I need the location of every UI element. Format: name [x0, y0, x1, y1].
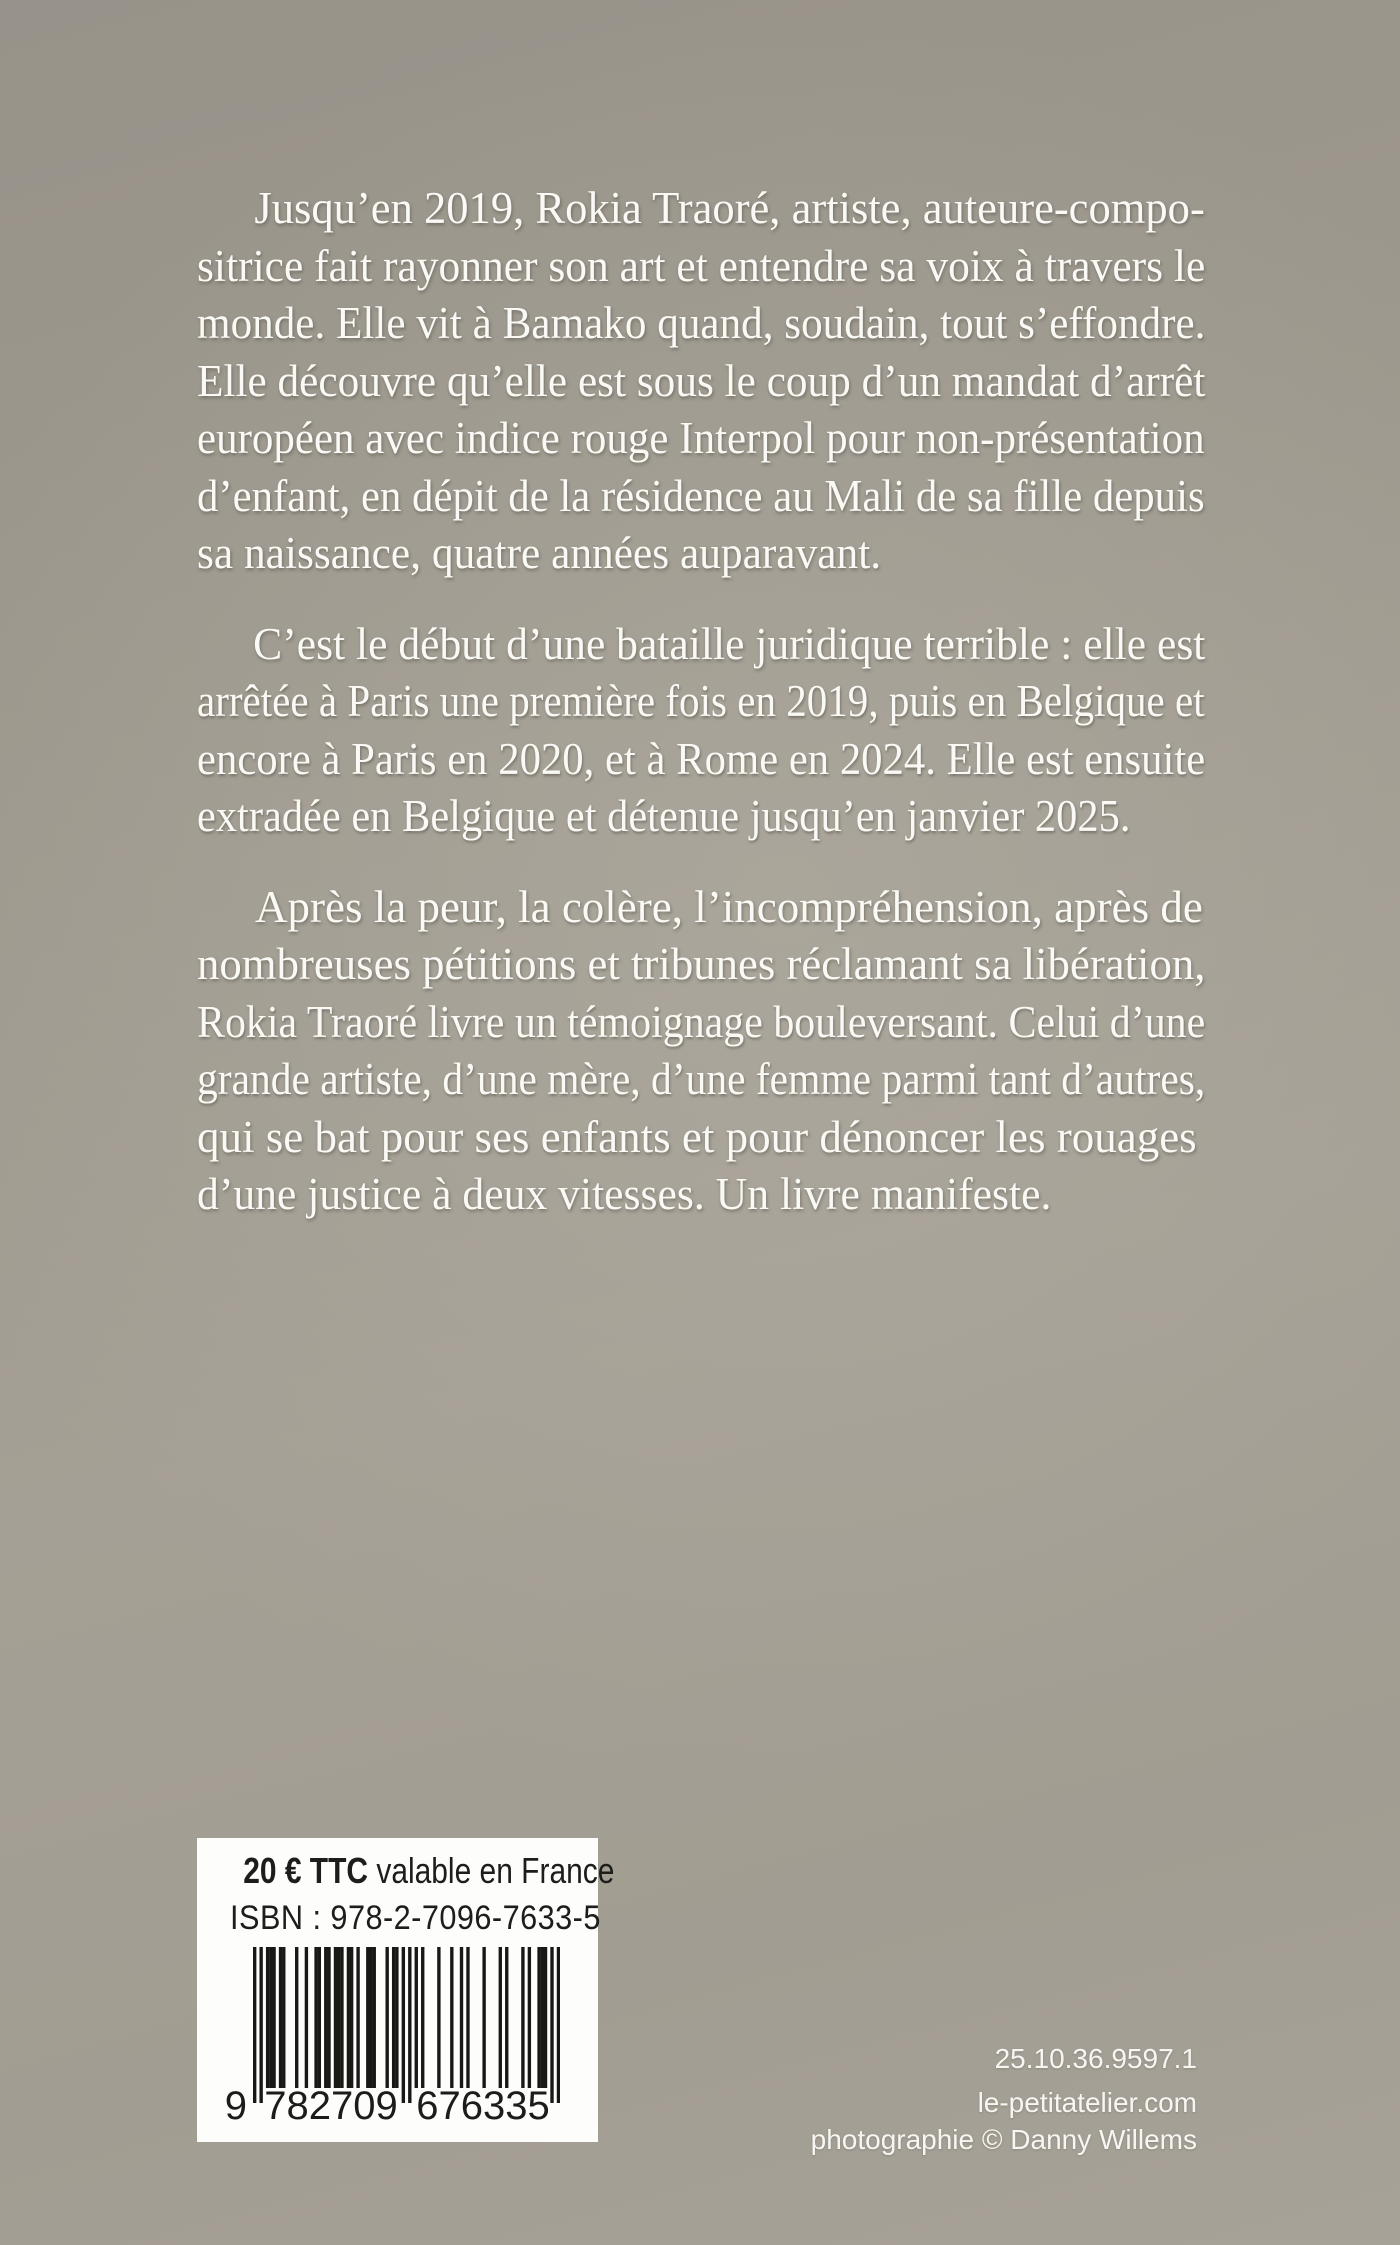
paragraph [197, 180, 1205, 583]
synopsis-line: d’une justice à deux vitesses. Un livre manifeste. [197, 1169, 1052, 1219]
barcode-digit-leading: 9 [224, 2084, 247, 2128]
synopsis-line: Rokia Traoré livre un témoignage bouleversant. Celui d’une [197, 996, 1206, 1047]
barcode-digits-left: 782709 [264, 2084, 398, 2128]
synopsis-line: d’enfant, en dépit de la résidence au Mali de sa fille depuis [197, 470, 1205, 521]
synopsis-text [197, 180, 1205, 1257]
imprint-website: le-petitatelier.com [977, 2087, 1197, 2118]
synopsis-line: sitrice fait rayonner son art et entendre sa voix à travers le [197, 240, 1206, 291]
synopsis-line: encore à Paris en 2020, et à Rome en 2024. Elle est ensuite [197, 733, 1206, 784]
price-amount: 20 € TTC [243, 1850, 369, 1891]
synopsis-line: sa naissance, quatre années auparavant. [197, 528, 882, 578]
imprint-reference-number: 25.10.36.9597.1 [994, 2043, 1197, 2074]
synopsis-line: monde. Elle vit à Bamako quand, soudain, tout s’effondre. [197, 298, 1206, 348]
barcode-bars [253, 1947, 560, 2103]
synopsis-line: qui se bat pour ses enfants et pour dénoncer les rouages [197, 1111, 1197, 1162]
barcode-digits-right: 676335 [416, 2084, 550, 2128]
synopsis-line: européen avec indice rouge Interpol pour non-présentation [197, 413, 1205, 463]
price-validity: valable en France [376, 1850, 615, 1891]
price-isbn-box [197, 1838, 615, 2142]
synopsis-line: Jusqu’en 2019, Rokia Traoré, artiste, auteure-compo- [254, 183, 1205, 233]
paragraph [197, 616, 1205, 846]
synopsis-line: Elle découvre qu’elle est sous le coup d’un mandat d’arrêt [197, 355, 1206, 406]
synopsis-line: Après la peur, la colère, l’incompréhension, après de [255, 881, 1203, 932]
paragraph [197, 879, 1205, 1224]
synopsis-line: nombreuses pétitions et tribunes réclamant sa libération, [197, 939, 1206, 989]
synopsis-line: extradée en Belgique et détenue jusqu’en janvier 2025. [197, 791, 1131, 841]
synopsis-line: C’est le début d’une bataille juridique terrible : elle est [253, 618, 1206, 669]
synopsis-line: grande artiste, d’une mère, d’une femme parmi tant d’autres, [197, 1054, 1206, 1104]
synopsis-line: arrêtée à Paris une première fois en 2019, puis en Belgique et [197, 676, 1205, 726]
imprint-photo-credit: photographie © Danny Willems [810, 2124, 1197, 2155]
isbn-line: ISBN : 978-2-7096-7633-5 [230, 1899, 601, 1937]
ean13-barcode [197, 1838, 601, 2142]
imprint-block [767, 2040, 1197, 2158]
